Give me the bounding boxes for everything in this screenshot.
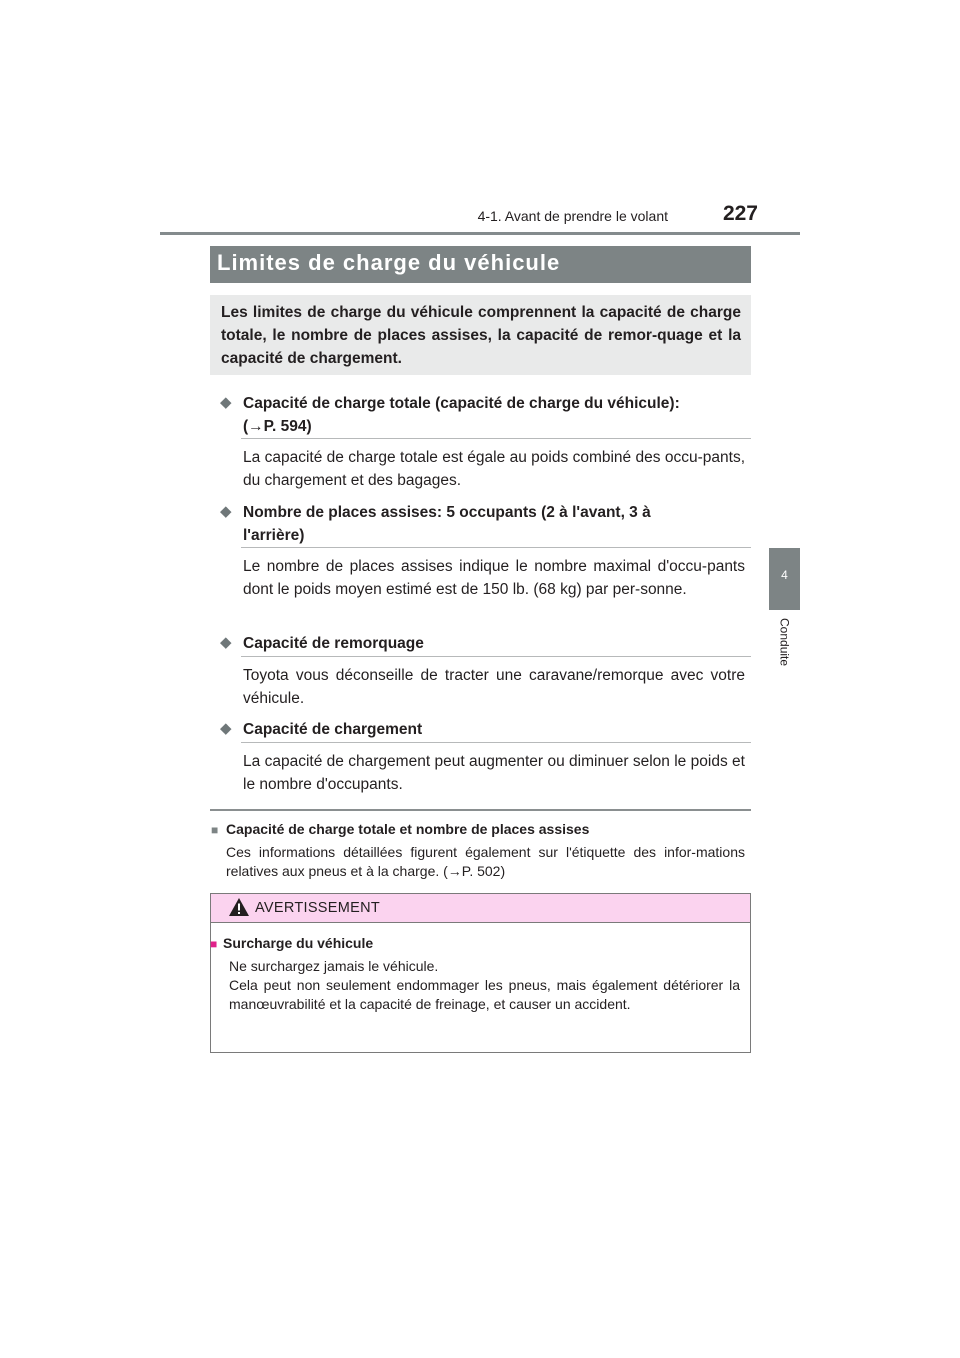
intro-box <box>210 295 751 375</box>
item-rule <box>241 656 751 657</box>
intro-text: Les limites de charge du véhicule comprennent la capacité de charge totale, le nombre de places assises, la capacité de remor-quage et la capacité de chargement. <box>221 304 741 367</box>
warning-triangle-icon <box>228 897 250 917</box>
section-reference: 4-1. Avant de prendre le volant <box>477 208 668 224</box>
section-title-bar <box>210 246 751 283</box>
square-icon: ■ <box>210 937 218 951</box>
item-body: La capacité de chargement peut augmenter ou diminuer selon le poids et le nombre d'occupants. <box>243 753 745 793</box>
section-title: Limites de charge du véhicule <box>217 250 561 275</box>
diamond-icon: ◆ <box>220 634 232 651</box>
warning-header <box>211 894 750 923</box>
square-icon: ■ <box>211 823 219 837</box>
item-rule <box>241 438 751 439</box>
page-header <box>160 198 800 238</box>
item-heading: Capacité de charge totale (capacité de charge du véhicule): (→P. 594) <box>243 395 680 435</box>
diamond-icon: ◆ <box>220 720 232 737</box>
note-heading: Capacité de charge totale et nombre de places assises <box>226 821 590 837</box>
item-body: La capacité de charge totale est égale au poids combiné des occu-pants, du chargement et des bagages. <box>243 449 745 489</box>
warning-text: Ne surchargez jamais le véhicule. Cela peut non seulement endommager les pneus, mais également détériorer la manœuvrabilité et la capacité de freinage, et causer un accident. <box>229 958 740 1012</box>
item-rule <box>241 547 751 548</box>
item-body: Toyota vous déconseille de tracter une caravane/remorque avec votre véhicule. <box>243 667 745 707</box>
item-heading: Capacité de chargement <box>243 721 423 738</box>
item-heading: Nombre de places assises: 5 occupants (2 à l'avant, 3 à l'arrière) <box>243 504 651 544</box>
page-number: 227 <box>722 202 758 225</box>
item-heading: Capacité de remorquage <box>243 635 424 652</box>
chapter-tab[interactable] <box>769 548 800 610</box>
warning-item-heading: Surcharge du véhicule <box>223 935 374 951</box>
warning-title: AVERTISSEMENT <box>255 900 381 916</box>
header-rule <box>160 232 800 235</box>
diamond-icon: ◆ <box>220 503 232 520</box>
note-body: Ces informations détaillées figurent également sur l'étiquette des infor-mations relatives aux pneus et à la charge. (→P. 502) <box>226 844 745 879</box>
section-separator <box>210 809 751 811</box>
diamond-icon: ◆ <box>220 394 232 411</box>
item-rule <box>241 742 751 743</box>
item-body: Le nombre de places assises indique le nombre maximal d'occu-pants dont le poids moyen estimé est de 150 lb. (68 kg) par per-sonne. <box>243 558 745 598</box>
chapter-label: Conduite <box>777 618 792 667</box>
warning-box <box>210 893 751 1053</box>
chapter-number: 4 <box>781 568 788 582</box>
